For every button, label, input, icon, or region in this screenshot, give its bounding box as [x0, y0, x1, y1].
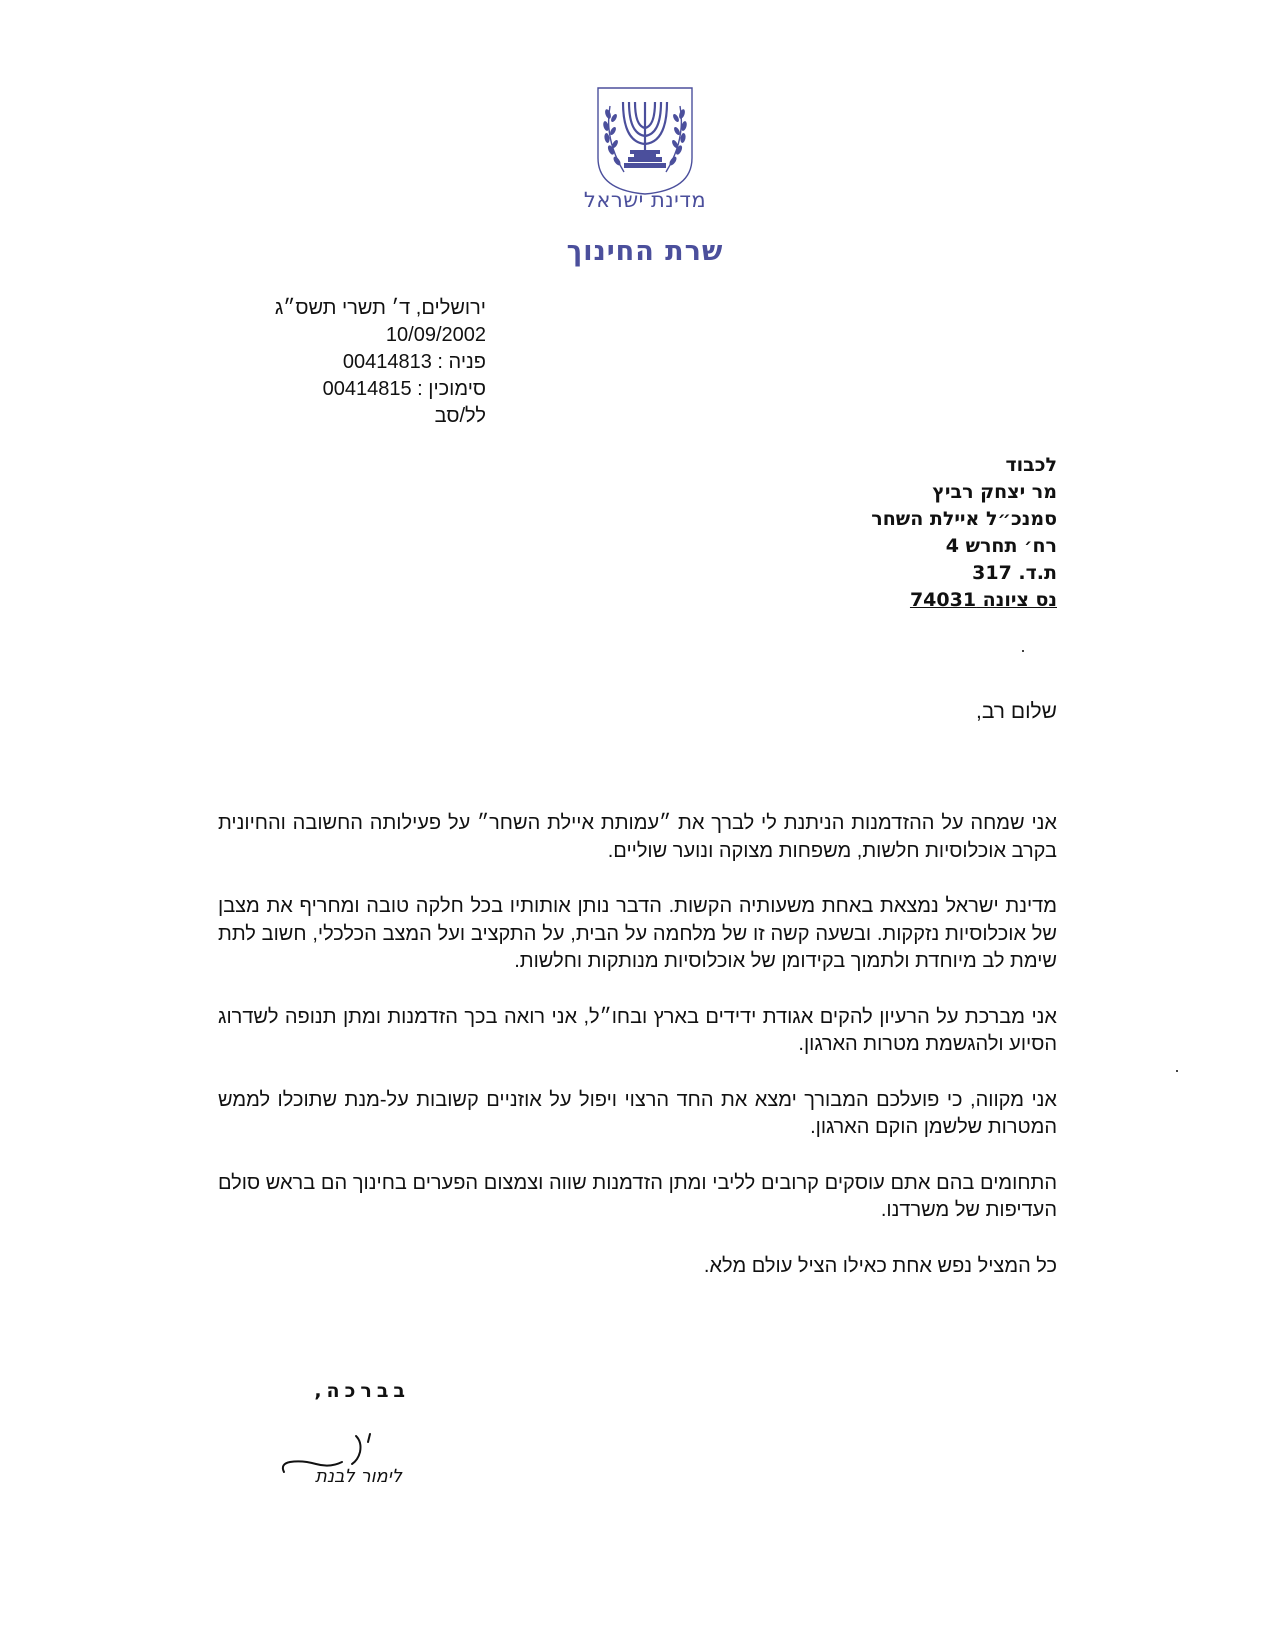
scan-speck	[1022, 650, 1024, 652]
state-name: מדינת ישראל	[583, 188, 707, 212]
scan-speck	[1176, 1070, 1178, 1072]
recipient-title: סמנכ״ל איילת השחר	[871, 508, 1057, 530]
body-paragraph-3: אני מברכת על הרעיון להקים אגודת ידידים בארץ ובחו״ל, אני רואה בכך הזדמנות ומתן תנופה לשדרוג הסיוע ולהגשמת מטרות הארגון.	[218, 1005, 1057, 1055]
initials: לל/סב	[434, 405, 486, 427]
body-paragraph-6: כל המציל נפש אחת כאילו הציל עולם מלא.	[703, 1254, 1057, 1277]
recipient-po-box: ת.ד. 317	[972, 562, 1057, 584]
state-emblem-menorah-icon	[594, 84, 696, 196]
recipient-city: נס ציונה 74031	[909, 589, 1057, 611]
greeting: שלום רב,	[976, 700, 1057, 723]
reference-number: סימוכין : 00414815	[322, 378, 486, 400]
recipient-salutation: לכבוד	[1005, 454, 1057, 476]
ministry-name: שרת החינוך	[566, 236, 724, 267]
recipient-block	[737, 452, 1057, 614]
inquiry-number: פניה : 00414813	[342, 351, 486, 373]
body-paragraph-5: התחומים בהם אתם עוסקים קרובים לליבי ומתן הזדמנות שווה וצמצום הפערים בחינוך הם בראש סולם העדיפות של משרדנו.	[218, 1171, 1057, 1221]
letter-body	[218, 810, 1057, 1280]
recipient-street: רח׳ תחרש 4	[945, 535, 1057, 557]
handwritten-signature	[272, 1428, 412, 1498]
body-paragraph-4: אני מקווה, כי פועלכם המבורך ימצא את החד הרצוי ויפול על אוזניים קשובות על-מנת שתוכלו לממש המטרות שלשמן הוקם הארגון.	[218, 1088, 1057, 1138]
recipient-name: מר יצחק רביץ	[932, 481, 1057, 503]
body-paragraph-2: מדינת ישראל נמצאת באחת משעותיה הקשות. הדבר נותן אותותיו בכל חלקה טובה ומחריף את מצבן של אוכלוסיות נזקקות. ובשעה קשה זו של מלחמה על הבית, על התקציב ועל המצב הכלכלי, חשוב לתת שימת לב מיוחדת ולתמוך בקידומן של אוכלוסיות מנותקות וחלשות.	[218, 895, 1057, 972]
gregorian-date: 10/09/2002	[385, 324, 486, 346]
body-paragraph-1: אני שמחה על ההזדמנות הניתנת לי לברך את ״עמותת איילת השחר״ על פעילותה החשובה והחיונית בקרב אוכלוסיות חלשות, משפחות מצוקה ונוער שוליים.	[218, 812, 1057, 862]
closing: בברכה,	[314, 1380, 410, 1402]
signer-name: לימור לבנת	[315, 1466, 402, 1487]
reference-block	[226, 295, 486, 430]
place-date: ירושלים, ד׳ תשרי תשס״ג	[274, 297, 486, 319]
